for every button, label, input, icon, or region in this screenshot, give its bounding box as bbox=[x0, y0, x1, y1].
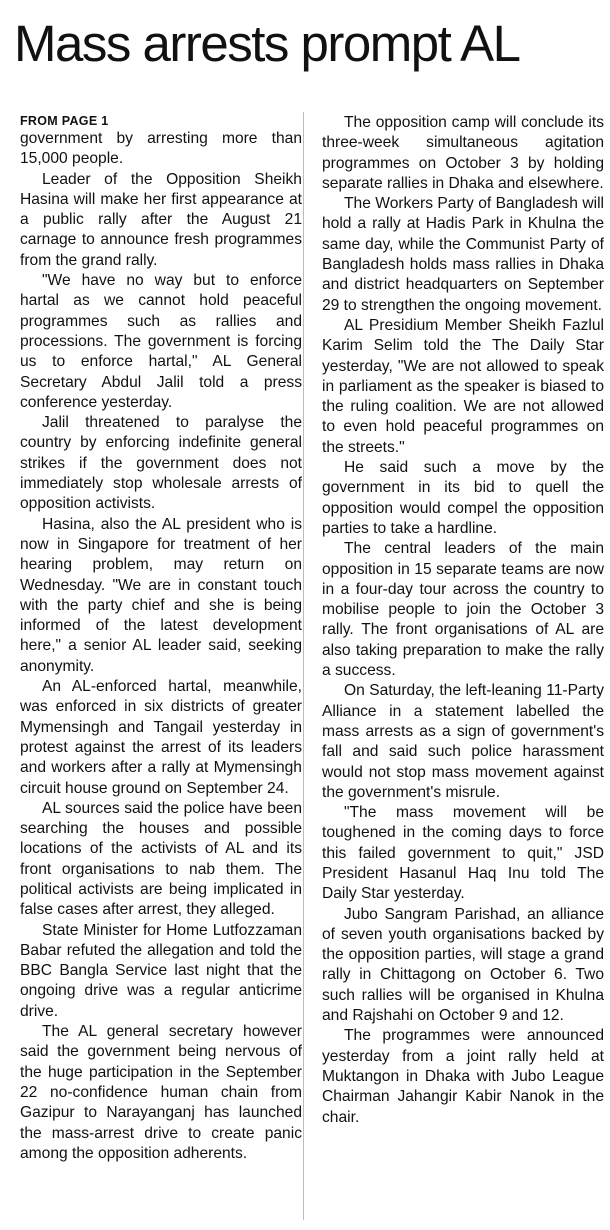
paragraph: The programmes were announced yesterday from a joint rally held at Muktangon in Dhaka with Jubo League Chairman Jahangir Kabir Nanok in the chair. bbox=[322, 1027, 604, 1126]
kicker-from-page-1: FROM PAGE 1 bbox=[20, 114, 109, 128]
paragraph: Leader of the Opposition Sheikh Hasina will make her first appearance at a public rally after the August 21 carnage to announce fresh programmes from the grand rally. bbox=[20, 170, 302, 269]
left-column bbox=[20, 113, 302, 1164]
paragraph: Hasina, also the AL president who is now in Singapore for treatment of her hearing problem, may return on Wednesday. "We are in constant touch with the party chief and she is being informed of the latest development here," a senior AL leader said, seeking anonymity. bbox=[20, 515, 302, 675]
paragraph: The Workers Party of Bangladesh will hold a rally at Hadis Park in Khulna the same day, while the Communist Party of Bangladesh holds mass rallies in Dhaka and district headquarters on September 29 to strengthen the ongoing movement. bbox=[322, 195, 604, 314]
column-divider bbox=[303, 112, 304, 1220]
paragraph: He said such a move by the government in its bid to quell the opposition would compel the opposition parties to take a hardline. bbox=[322, 459, 604, 537]
paragraph: On Saturday, the left-leaning 11-Party Alliance in a statement labelled the mass arrests as a sign of government's fall and said such police harassment would not stop mass movement against the government's misrule. bbox=[322, 682, 604, 801]
paragraph: State Minister for Home Lutfozzaman Babar refuted the allegation and told the BBC Bangla Service last night that the ongoing drive was a regular anticrime drive. bbox=[20, 921, 302, 1020]
paragraph: Jubo Sangram Parishad, an alliance of seven youth organisations backed by the opposition parties, will stage a grand rally in Chittagong on October 6. Two such rallies will be organised in Khulna and Rajshahi on October 9 and 12. bbox=[322, 905, 604, 1025]
paragraph: government by arresting more than 15,000 people. bbox=[20, 130, 302, 168]
paragraph: The opposition camp will conclude its three-week simultaneous agitation programmes on October 3 by holding separate rallies in Dhaka and elsewhere. bbox=[322, 114, 604, 192]
headline: Mass arrests prompt AL bbox=[14, 15, 520, 72]
right-column bbox=[322, 113, 604, 1128]
paragraph: Jalil threatened to paralyse the country by enforcing indefinite general strikes if the government does not immediately stop wholesale arrests of opposition activists. bbox=[20, 414, 302, 513]
paragraph: "We have no way but to enforce hartal as we cannot hold peaceful programmes such as rallies and processions. The government is forcing us to enforce hartal," AL General Secretary Abdul Jalil told a press conference yesterday. bbox=[20, 272, 302, 411]
paragraph: AL sources said the police have been searching the houses and possible locations of the activists of AL and its front organisations to nab them. The political activists are being implicated in false cases after arrest, they alleged. bbox=[20, 799, 302, 919]
paragraph: "The mass movement will be toughened in the coming days to force this failed government to quit," JSD President Hasanul Haq Inu told The Daily Star yesterday. bbox=[322, 804, 604, 903]
paragraph: AL Presidium Member Sheikh Fazlul Karim Selim told the The Daily Star yesterday, "We are not allowed to speak in parliament as the speaker is biased to the ruling coalition. We are not allowed to even hold peaceful programmes on the streets." bbox=[322, 316, 604, 456]
paragraph: The central leaders of the main opposition in 15 separate teams are now in a four-day tour across the country to mobilise people to join the October 3 rally. The front organisations of AL are also taking preparation to make the rally a success. bbox=[322, 540, 604, 680]
paragraph: The AL general secretary however said the government being nervous of the huge participation in the September 22 no-confidence human chain from Gazipur to Narayanganj has launched the mass-arrest drive to create panic among the opposition adherents. bbox=[20, 1023, 302, 1162]
paragraph: An AL-enforced hartal, meanwhile, was enforced in six districts of greater Mymensingh and Tangail yesterday in protest against the arrest of its leaders and workers after a rally at Mymensingh circuit house ground on September 24. bbox=[20, 678, 302, 797]
